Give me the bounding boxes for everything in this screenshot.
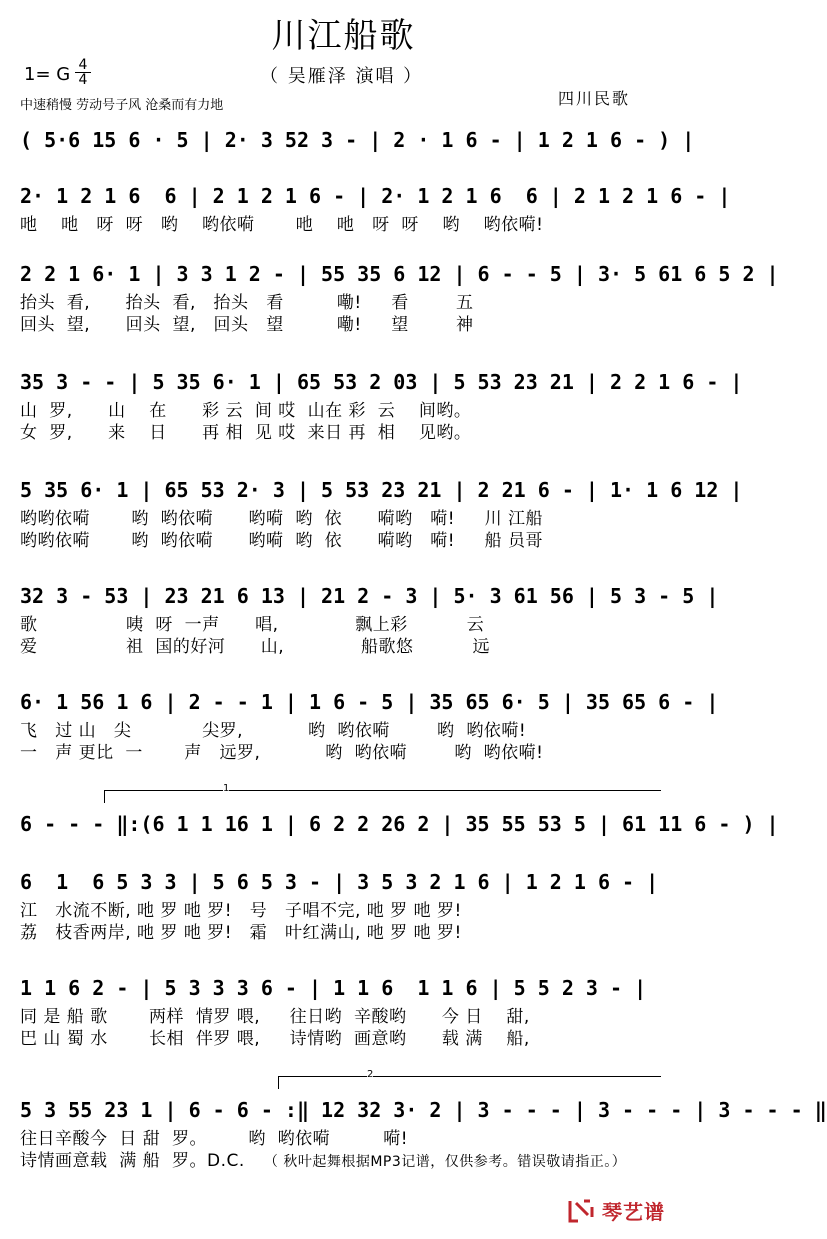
notation-line: 2 2 1 6· 1 | 3 3 1 2 - | 55 35 6 12 | 6 - - 5 | 3· 5 61 6 5 2 |: [20, 262, 779, 286]
key-signature: 1= G: [24, 64, 71, 85]
lyric-line-1: 同 是 船 歌 两样 情罗 喂, 往日哟 辛酸哟 今 日 甜,: [20, 1007, 530, 1027]
lyric-line-2: 爱 祖 国的好河 山, 船歌悠 远: [20, 637, 490, 657]
lyric-line-1: 抬头 看, 抬头 看, 抬头 看 嘞! 看 五: [20, 293, 474, 313]
volta-number-2: 2: [367, 1069, 374, 1080]
score-row-9: [20, 870, 660, 944]
transcriber-note: （ 秋叶起舞根据MP3记谱，仅供参考。错误敬请指正。）: [263, 1154, 627, 1170]
lyric-line-1: 哟哟依嗬 哟 哟依嗬 哟嗬 哟 依 嗬哟 嗬! 川 江船: [20, 509, 544, 529]
notation-line: 32 3 - 53 | 23 21 6 13 | 21 2 - 3 | 5· 3 61 56 | 5 3 - 5 |: [20, 584, 719, 608]
notation-line: ( 5·6 15 6 · 5 | 2· 3 52 3 - | 2 · 1 6 - | 1 2 1 6 - ) |: [20, 128, 695, 152]
score-row-10: [20, 976, 660, 1050]
lyric-line-1: 山 罗, 山 在 彩 云 间 哎 山在 彩 云 间哟。: [20, 401, 472, 421]
lyric-line-2: 诗情画意载 满 船 罗。D.C.: [20, 1151, 245, 1171]
lyric-line-2: 女 罗, 来 日 再 相 见 哎 来日 再 相 见哟。: [20, 423, 472, 443]
performer: （ 吴雁泽 演唱 ）: [260, 66, 424, 87]
lyric-line-2: 一 声 更比 一 声 远罗, 哟 哟依嗬 哟 哟依嗬!: [20, 743, 544, 763]
notation-line: 6· 1 56 1 6 | 2 - - 1 | 1 6 - 5 | 35 65 6· 5 | 35 65 6 - |: [20, 690, 719, 714]
score-row-2: [20, 184, 731, 236]
notation-line: 5 35 6· 1 | 65 53 2· 3 | 5 53 23 21 | 2 21 6 - | 1· 1 6 12 |: [20, 478, 743, 502]
volta-number-1: 1: [223, 783, 230, 794]
score-row-6: [20, 584, 719, 658]
time-signature-top: 4: [78, 57, 88, 73]
score-row-5: [20, 478, 743, 552]
lyric-line-1: 江 水流不断, 吔 罗 吔 罗! 号 子唱不完, 吔 罗 吔 罗!: [20, 901, 462, 921]
score-row-7: [20, 690, 719, 764]
notation-line: 2· 1 2 1 6 6 | 2 1 2 1 6 - | 2· 1 2 1 6 6 | 2 1 2 1 6 - |: [20, 184, 731, 208]
score-row-4: [20, 370, 743, 444]
notation-line: 6 1 6 5 3 3 | 5 6 5 3 - | 3 5 3 2 1 6 | 1 2 1 6 - |: [20, 870, 659, 894]
lyric-line-1: 飞 过 山 尖 尖罗, 哟 哟依嗬 哟 哟依嗬!: [20, 721, 527, 741]
time-signature: [75, 58, 91, 87]
score-row-1: [20, 128, 695, 152]
lyric-line-1: 歌 咦 呀 一声 唱, 飘上彩 云: [20, 615, 485, 635]
volta-bracket-1: [104, 783, 661, 803]
notation-line: 35 3 - - | 5 35 6· 1 | 65 53 2 03 | 5 53 23 21 | 2 2 1 6 - |: [20, 370, 743, 394]
notation-line: 1 1 6 2 - | 5 3 3 3 6 - | 1 1 6 1 1 6 | 5 5 2 3 - |: [20, 976, 647, 1000]
lyric-line-2: 巴 山 蜀 水 长相 伴罗 喂, 诗情哟 画意哟 载 满 船,: [20, 1029, 530, 1049]
score-row-3: [20, 262, 779, 336]
volta-bracket-2: [278, 1069, 661, 1089]
lyric-line-1: 往日辛酸今 日 甜 罗。 哟 哟依嗬 嗬!: [20, 1129, 409, 1149]
lyric-line-2: 回头 望, 回头 望, 回头 望 嘞! 望 神: [20, 315, 474, 335]
song-origin: 四川民歌: [558, 89, 631, 108]
song-title: 川江船歌: [271, 16, 416, 56]
lyric-line-1: 吔 吔 呀 呀 哟 哟依嗬 吔 吔 呀 呀 哟 哟依嗬!: [20, 215, 544, 235]
lyric-line-2: 哟哟依嗬 哟 哟依嗬 哟嗬 哟 依 嗬哟 嗬! 船 员哥: [20, 531, 544, 551]
notation-line: 6 - - - ‖:(6 1 1 16 1 | 6 2 2 26 2 | 35 55 53 5 | 61 11 6 - ) |: [20, 812, 779, 836]
lyric-line-2-container: [20, 1150, 660, 1173]
notation-line: 5 3 55 23 1 | 6 - 6 - :‖ 12 32 3· 2 | 3 - - - | 3 - - - | 3 - - - ‖: [20, 1098, 827, 1122]
logo-icon: [566, 1197, 596, 1225]
logo-text: 琴艺谱: [602, 1200, 665, 1224]
tempo-marking: 中速稍慢 劳动号子风 沧桑而有力地: [20, 98, 224, 113]
site-logo: [566, 1196, 665, 1225]
score-row-8: [20, 812, 779, 836]
time-signature-bottom: 4: [78, 72, 88, 88]
lyric-line-2: 荔 枝香两岸, 吔 罗 吔 罗! 霜 叶红满山, 吔 罗 吔 罗!: [20, 923, 462, 943]
score-row-11: [20, 1098, 827, 1173]
